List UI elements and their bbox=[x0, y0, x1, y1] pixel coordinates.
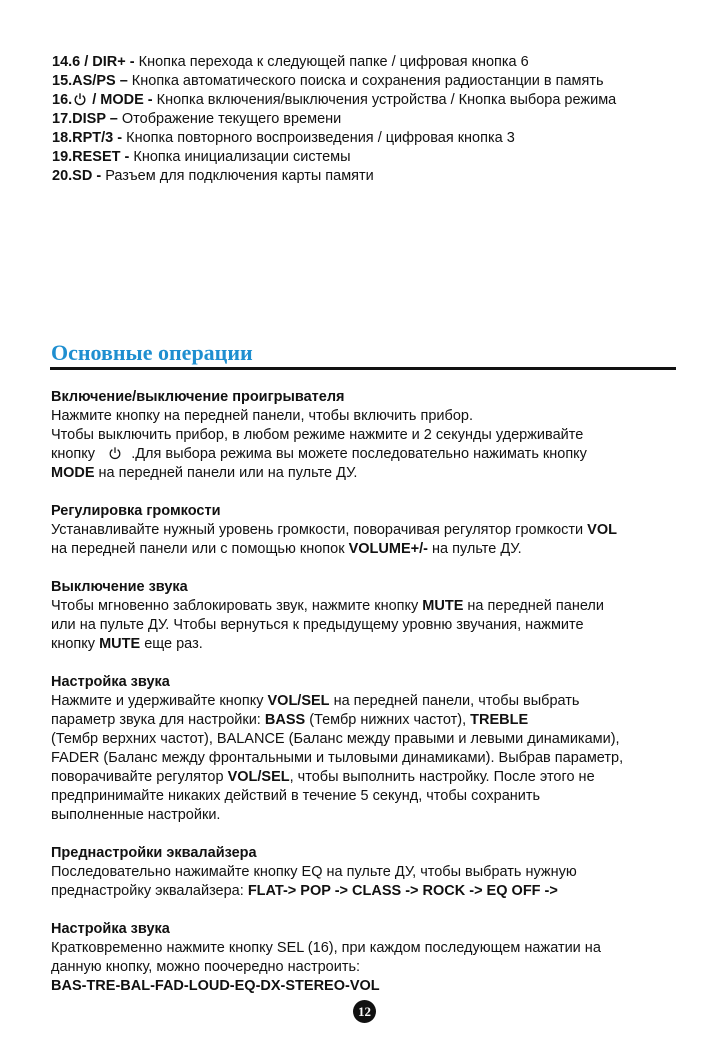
content bbox=[51, 388, 691, 1015]
list-item: 17.DISP – Отображение текущего времени bbox=[52, 111, 342, 127]
power-icon bbox=[73, 92, 87, 106]
section-title: Настройка звука bbox=[51, 674, 170, 690]
heading-divider bbox=[50, 367, 676, 370]
list-item: 15.AS/PS – Кнопка автоматического поиска и сохранения радиостанции в память bbox=[52, 73, 604, 89]
section-title: Выключение звука bbox=[51, 579, 188, 595]
section-title: Регулировка громкости bbox=[51, 503, 221, 519]
section-title: Настройка звука bbox=[51, 921, 170, 937]
section-title: Включение/выключение проигрывателя bbox=[51, 389, 345, 405]
page-number: 12 bbox=[353, 1000, 376, 1023]
section-volume: Регулировка громкости Устанавливайте нужный уровень громкости, поворачивая регулятор громкости VOL на передней панели или с помощью кнопок VOLUME+/- на пульте ДУ. bbox=[51, 502, 691, 559]
button-list bbox=[52, 53, 702, 186]
list-item: 19.RESET - Кнопка инициализации системы bbox=[52, 149, 351, 165]
section-sound: Настройка звука Нажмите и удерживайте кнопку VOL/SEL на передней панели, чтобы выбрать параметр звука для настройки: BASS (Тембр нижних частот), TREBLE (Тембр верхних частот), BALANCE (Баланс между правыми и левыми динамиками), FADER (Баланс между фронтальными и тыловыми динамиками). Выбрав параметр, поворачивайте регулятор VOL/SEL, чтобы выполнить настройку. После этого не предпринимайте никаких действий в течение 5 секунд, чтобы сохранить выполненные настройки. bbox=[51, 673, 691, 825]
section-power: Включение/выключение проигрывателя Нажмите кнопку на передней панели, чтобы включить прибор. Чтобы выключить прибор, в любом режиме нажмите и 2 секунды удерживайте кнопку .Для выбора режима вы можете последовательно нажимать кнопку MODE на передней панели или на пульте ДУ. bbox=[51, 388, 691, 483]
section-equalizer: Преднастройки эквалайзера Последовательно нажимайте кнопку EQ на пульте ДУ, чтобы выбрать нужную преднастройку эквалайзера: FLAT-> POP -> CLASS -> ROCK -> EQ OFF -> bbox=[51, 844, 691, 901]
section-title: Преднастройки эквалайзера bbox=[51, 845, 257, 861]
power-icon bbox=[108, 446, 122, 460]
list-item: 18.RPT/3 - Кнопка повторного воспроизведения / цифровая кнопка 3 bbox=[52, 130, 515, 146]
list-item: 14.6 / DIR+ - Кнопка перехода к следующей папке / цифровая кнопка 6 bbox=[52, 54, 529, 70]
section-heading: Основные операции bbox=[51, 340, 253, 365]
section-mute: Выключение звука Чтобы мгновенно заблокировать звук, нажмите кнопку MUTE на передней панели или на пульте ДУ. Чтобы вернуться к предыдущему уровню звучания, нажмите кнопку MUTE еще раз. bbox=[51, 578, 691, 654]
section-sound-sel: Настройка звука Кратковременно нажмите кнопку SEL (16), при каждом последующем нажатии на данную кнопку, можно поочередно настроить: BAS-TRE-BAL-FAD-LOUD-EQ-DX-STEREO-VOL bbox=[51, 920, 691, 996]
list-item: 16. / MODE - Кнопка включения/выключения устройства / Кнопка выбора режима bbox=[52, 92, 617, 108]
list-item: 20.SD - Разъем для подключения карты памяти bbox=[52, 168, 374, 184]
